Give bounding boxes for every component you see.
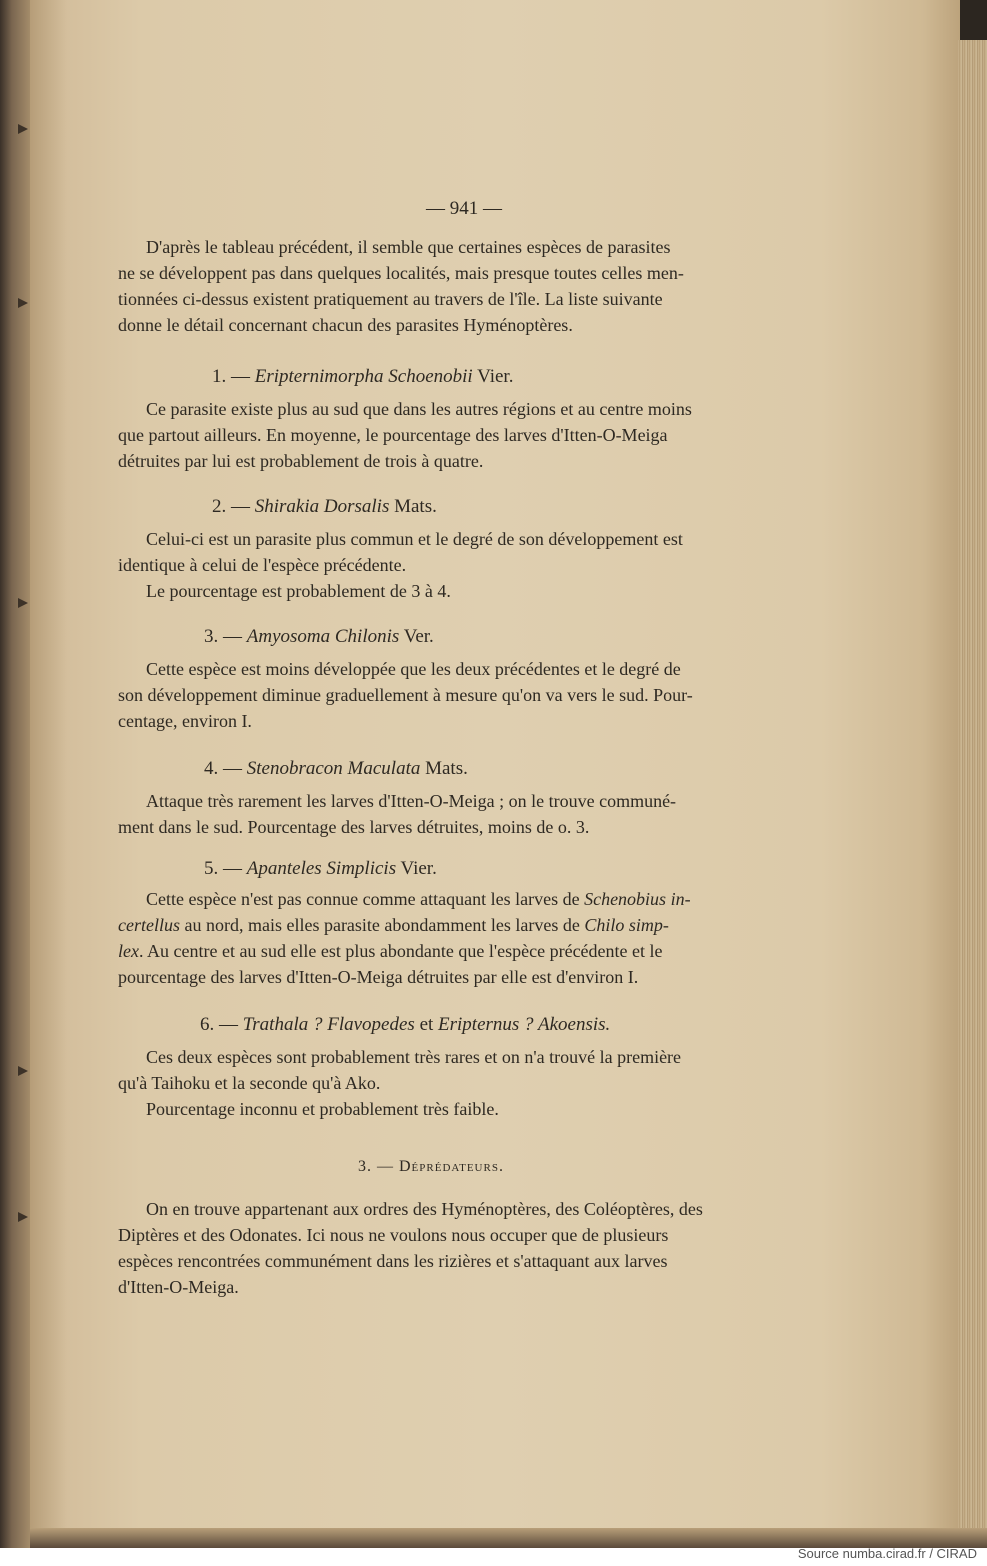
text-line: Pourcentage inconnu et probablement très faible. xyxy=(146,1099,499,1119)
page-bottom-edge xyxy=(30,1528,987,1548)
species-author: Vier. xyxy=(400,858,437,879)
species-name-inline: Chilo simp- xyxy=(584,915,669,935)
text-line xyxy=(118,938,794,964)
section-number: 3. — xyxy=(358,1158,394,1175)
margin-mark xyxy=(18,1212,28,1222)
text-line: d'Itten-O-Meiga. xyxy=(118,1277,239,1297)
text-line: identique à celui de l'espèce précédente. xyxy=(118,555,407,575)
species-name: Apanteles Simplicis xyxy=(246,858,397,879)
entry-heading xyxy=(212,494,437,520)
entry-number: 1. — xyxy=(212,366,250,387)
species-name-inline: Schenobius in- xyxy=(584,889,691,909)
text-line: qu'à Taihoku et la seconde qu'à Ako. xyxy=(118,1073,381,1093)
entry-heading xyxy=(204,756,468,782)
book-page xyxy=(30,0,960,1540)
entry-heading xyxy=(200,1012,610,1038)
margin-mark xyxy=(18,1066,28,1076)
text-line: Celui-ci est un parasite plus commun et le degré de son développement est xyxy=(146,529,683,549)
text-line: Diptères et des Odonates. Ici nous ne voulons nous occuper que de plusieurs xyxy=(118,1225,669,1245)
species-name-inline: lex xyxy=(118,941,139,961)
entry-paragraph xyxy=(118,396,794,474)
species-name-inline: certellus xyxy=(118,915,180,935)
species-author: Mats. xyxy=(394,496,437,517)
text-line: ment dans le sud. Pourcentage des larves détruites, moins de o. 3. xyxy=(118,817,590,837)
entry-heading xyxy=(204,856,437,882)
text-line: Le pourcentage est probablement de 3 à 4. xyxy=(146,581,451,601)
margin-mark xyxy=(18,598,28,608)
text-line: espèces rencontrées communément dans les rizières et s'attaquant aux larves xyxy=(118,1251,668,1271)
margin-mark xyxy=(18,298,28,308)
text-line: ne se développent pas dans quelques localités, mais presque toutes celles men- xyxy=(118,263,684,283)
species-author: Vier. xyxy=(477,366,514,387)
intro-paragraph xyxy=(118,234,794,338)
text-segment: Cette espèce n'est pas connue comme attaquant les larves de xyxy=(146,889,585,909)
entry-heading xyxy=(212,364,513,390)
entry-paragraph xyxy=(118,656,794,734)
section-title: Déprédateurs. xyxy=(399,1158,504,1175)
page-stack-edge xyxy=(958,40,987,1548)
text-line: donne le détail concernant chacun des parasites Hyménoptères. xyxy=(118,315,573,335)
entry-paragraph xyxy=(118,788,794,840)
species-name: Eripternus ? Akoensis. xyxy=(438,1014,611,1035)
text-line: détruites par lui est probablement de trois à quatre. xyxy=(118,451,484,471)
entry-heading xyxy=(204,624,434,650)
text-line: Ces deux espèces sont probablement très rares et on n'a trouvé la première xyxy=(146,1047,682,1067)
text-line: son développement diminue graduellement à mesure qu'on va vers le sud. Pour- xyxy=(118,685,693,705)
text-line xyxy=(118,912,794,938)
text-line: que partout ailleurs. En moyenne, le pourcentage des larves d'Itten-O-Meiga xyxy=(118,425,668,445)
text-line: D'après le tableau précédent, il semble que certaines espèces de parasites xyxy=(146,237,671,257)
species-name: Eripternimorpha Schoenobii xyxy=(254,366,473,387)
section-heading xyxy=(358,1154,504,1180)
closing-paragraph xyxy=(118,1196,794,1300)
text-segment: au nord, mais elles parasite abondamment les larves de xyxy=(179,915,585,935)
text-line: tionnées ci-dessus existent pratiquement au travers de l'île. La liste suivante xyxy=(118,289,663,309)
species-name: Stenobracon Maculata xyxy=(246,758,421,779)
text-line: pourcentage des larves d'Itten-O-Meiga détruites par elle est d'environ I. xyxy=(118,967,639,987)
heading-joiner: et xyxy=(414,1014,439,1035)
species-name: Shirakia Dorsalis xyxy=(254,496,390,517)
entry-number: 3. — xyxy=(204,626,242,647)
species-author: Mats. xyxy=(425,758,468,779)
margin-mark xyxy=(18,124,28,134)
entry-number: 6. — xyxy=(200,1014,238,1035)
text-line: Cette espèce est moins développée que les deux précédentes et le degré de xyxy=(146,659,681,679)
species-name: Amyosoma Chilonis xyxy=(246,626,400,647)
entry-number: 5. — xyxy=(204,858,242,879)
entry-number: 2. — xyxy=(212,496,250,517)
entry-number: 4. — xyxy=(204,758,242,779)
text-segment: . Au centre et au sud elle est plus abondante que l'espèce précédente et le xyxy=(138,941,663,961)
text-line: Attaque très rarement les larves d'Itten-O-Meiga ; on le trouve communé- xyxy=(146,791,677,811)
binding-edge xyxy=(0,0,30,1548)
species-author: Ver. xyxy=(403,626,434,647)
text-line: centage, environ I. xyxy=(118,711,252,731)
page-number: — 941 — xyxy=(426,198,502,219)
entry-paragraph xyxy=(118,886,794,990)
entry-paragraph xyxy=(118,526,794,604)
species-name: Trathala ? Flavopedes xyxy=(242,1014,415,1035)
source-credit: Source numba.cirad.fr / CIRAD xyxy=(797,1546,977,1561)
text-line: Ce parasite existe plus au sud que dans les autres régions et au centre moins xyxy=(146,399,692,419)
text-line: On en trouve appartenant aux ordres des Hyménoptères, des Coléoptères, des xyxy=(146,1199,703,1219)
entry-paragraph xyxy=(118,1044,794,1122)
text-line xyxy=(118,886,794,912)
